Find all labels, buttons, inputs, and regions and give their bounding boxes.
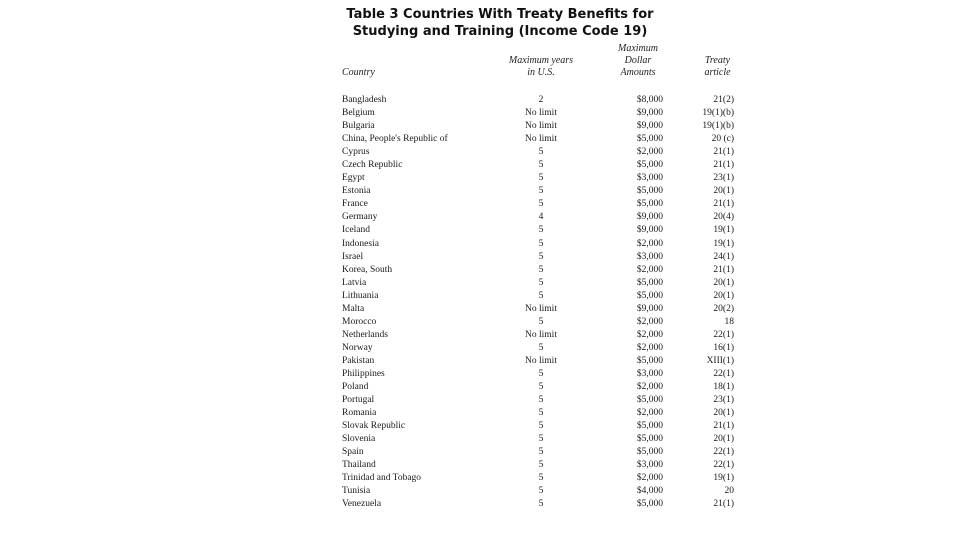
column-header-max-dollar-line-2: Dollar	[624, 55, 652, 66]
table-row	[0, 277, 960, 290]
cell-max-years: 5	[538, 147, 544, 158]
cell-treaty-article: 19(1)	[713, 238, 734, 249]
cell-country: Norway	[342, 342, 373, 353]
cell-treaty-article: 21(1)	[713, 147, 734, 158]
table-row	[0, 342, 960, 355]
table-row	[0, 394, 960, 407]
cell-max-dollar: $9,000	[636, 303, 663, 314]
table-row	[0, 185, 960, 198]
cell-country: China, People's Republic of	[342, 134, 448, 145]
cell-max-years: 5	[538, 434, 544, 445]
cell-max-dollar: $9,000	[636, 225, 663, 236]
cell-country: Poland	[342, 382, 369, 393]
cell-max-dollar: $2,000	[636, 316, 663, 327]
cell-country: Korea, South	[342, 264, 393, 275]
cell-max-years: 5	[538, 382, 544, 393]
cell-max-dollar: $3,000	[636, 460, 663, 471]
cell-treaty-article: 24(1)	[713, 251, 734, 262]
cell-max-years: 5	[538, 486, 544, 497]
column-header-max-dollar-line-3: Amounts	[620, 67, 656, 78]
table-row	[0, 459, 960, 472]
cell-country: Israel	[342, 251, 364, 262]
table-row	[0, 107, 960, 120]
cell-max-years: 5	[538, 460, 544, 471]
cell-max-dollar: $4,000	[636, 486, 663, 497]
cell-max-years: No limit	[525, 355, 557, 366]
cell-country: Spain	[342, 447, 364, 458]
cell-treaty-article: 20(1)	[713, 186, 734, 197]
table-row	[0, 120, 960, 133]
cell-max-dollar: $2,000	[636, 147, 663, 158]
cell-max-years: 5	[538, 473, 544, 484]
table-row	[0, 224, 960, 237]
cell-country: Bulgaria	[342, 121, 375, 132]
table-row	[0, 290, 960, 303]
cell-max-years: 5	[538, 408, 544, 419]
cell-country: Netherlands	[342, 329, 388, 340]
column-header-max-years-line-2: in U.S.	[527, 67, 555, 78]
cell-max-years: 5	[538, 342, 544, 353]
cell-country: Philippines	[342, 368, 385, 379]
cell-country: France	[342, 199, 368, 210]
table-title-line-1: Table 3 Countries With Treaty Benefits for	[346, 7, 654, 22]
column-header-max-years	[495, 55, 587, 79]
table-row	[0, 433, 960, 446]
cell-country: Bangladesh	[342, 95, 387, 105]
table-row	[0, 251, 960, 264]
cell-max-dollar: $9,000	[636, 212, 663, 223]
cell-max-dollar: $5,000	[636, 447, 663, 458]
cell-max-dollar: $5,000	[636, 355, 663, 366]
cell-max-years: No limit	[525, 108, 557, 119]
cell-treaty-article: 21(2)	[713, 95, 734, 105]
table-row	[0, 146, 960, 159]
cell-max-years: 5	[538, 421, 544, 432]
cell-country: Slovak Republic	[342, 421, 406, 432]
cell-treaty-article: 21(1)	[713, 160, 734, 171]
cell-max-dollar: $9,000	[636, 121, 663, 132]
cell-max-years: 5	[538, 499, 544, 510]
cell-country: Iceland	[342, 225, 370, 236]
cell-treaty-article: 19(1)(b)	[702, 121, 734, 132]
cell-country: Indonesia	[342, 238, 379, 249]
cell-max-dollar: $5,000	[636, 434, 663, 445]
cell-country: Slovenia	[342, 434, 376, 445]
cell-country: Tunisia	[342, 486, 371, 497]
column-header-country: Country	[342, 67, 375, 78]
cell-treaty-article: 21(1)	[713, 199, 734, 210]
cell-treaty-article: 19(1)	[713, 473, 734, 484]
table-row	[0, 472, 960, 485]
cell-max-dollar: $5,000	[636, 199, 663, 210]
table-row	[0, 368, 960, 381]
cell-country: Cyprus	[342, 147, 370, 158]
cell-treaty-article: 18(1)	[713, 382, 734, 393]
cell-country: Czech Republic	[342, 160, 403, 171]
column-header-max-dollar-line-1: Maximum	[618, 43, 658, 54]
cell-treaty-article: 22(1)	[713, 460, 734, 471]
table-row	[0, 407, 960, 420]
cell-treaty-article: 18	[724, 316, 734, 327]
cell-max-years: No limit	[525, 134, 557, 145]
cell-treaty-article: 20(1)	[713, 290, 734, 301]
table-row	[0, 159, 960, 172]
cell-max-years: 2	[538, 95, 544, 105]
cell-max-dollar: $5,000	[636, 421, 663, 432]
cell-treaty-article: 21(1)	[713, 421, 734, 432]
table-row	[0, 329, 960, 342]
cell-country: Lithuania	[342, 290, 379, 301]
cell-treaty-article: 20 (c)	[711, 134, 734, 145]
cell-max-years: No limit	[525, 303, 557, 314]
table-row	[0, 94, 960, 107]
cell-max-dollar: $9,000	[636, 108, 663, 119]
table-row	[0, 355, 960, 368]
cell-country: Belgium	[342, 108, 375, 119]
cell-treaty-article: 21(1)	[713, 499, 734, 510]
cell-max-years: 5	[538, 316, 544, 327]
cell-max-years: No limit	[525, 121, 557, 132]
cell-max-years: 5	[538, 199, 544, 210]
cell-max-dollar: $5,000	[636, 160, 663, 171]
table-row	[0, 316, 960, 329]
table-row	[0, 420, 960, 433]
cell-treaty-article: 23(1)	[713, 395, 734, 406]
cell-max-years: 5	[538, 368, 544, 379]
cell-country: Malta	[342, 303, 365, 314]
cell-treaty-article: 20(4)	[713, 212, 734, 223]
cell-max-dollar: $3,000	[636, 251, 663, 262]
column-header-treaty-article	[690, 55, 745, 79]
cell-country: Egypt	[342, 173, 365, 184]
cell-max-years: 5	[538, 225, 544, 236]
cell-max-dollar: $2,000	[636, 408, 663, 419]
column-header-max-dollar	[603, 43, 673, 79]
cell-max-dollar: $2,000	[636, 382, 663, 393]
cell-max-years: 5	[538, 447, 544, 458]
column-header-treaty-article-line-2: article	[704, 67, 731, 78]
cell-treaty-article: 16(1)	[713, 342, 734, 353]
cell-treaty-article: 20(1)	[713, 434, 734, 445]
cell-max-dollar: $2,000	[636, 329, 663, 340]
cell-max-dollar: $2,000	[636, 473, 663, 484]
cell-treaty-article: 22(1)	[713, 447, 734, 458]
cell-max-years: 5	[538, 173, 544, 184]
cell-treaty-article: 20	[724, 486, 734, 497]
treaty-table-body	[0, 94, 960, 512]
cell-country: Estonia	[342, 186, 371, 197]
cell-max-dollar: $5,000	[636, 277, 663, 288]
column-header-treaty-article-line-1: Treaty	[704, 55, 731, 66]
cell-max-years: 5	[538, 264, 544, 275]
column-header-max-years-line-1: Maximum years	[508, 55, 574, 66]
table-row	[0, 238, 960, 251]
cell-max-years: 5	[538, 186, 544, 197]
cell-treaty-article: 20(1)	[713, 408, 734, 419]
cell-country: Pakistan	[342, 355, 375, 366]
cell-treaty-article: 19(1)	[713, 225, 734, 236]
cell-treaty-article: 22(1)	[713, 329, 734, 340]
table-title	[300, 6, 700, 40]
table-row	[0, 303, 960, 316]
table-row	[0, 498, 960, 511]
cell-country: Romania	[342, 408, 377, 419]
table-row	[0, 211, 960, 224]
table-row	[0, 172, 960, 185]
cell-max-dollar: $5,000	[636, 134, 663, 145]
cell-max-dollar: $3,000	[636, 368, 663, 379]
cell-max-years: No limit	[525, 329, 557, 340]
cell-treaty-article: 20(1)	[713, 277, 734, 288]
table-row	[0, 133, 960, 146]
cell-max-years: 5	[538, 395, 544, 406]
cell-max-dollar: $5,000	[636, 186, 663, 197]
cell-max-years: 5	[538, 160, 544, 171]
cell-max-dollar: $2,000	[636, 238, 663, 249]
cell-max-dollar: $5,000	[636, 395, 663, 406]
cell-country: Portugal	[342, 395, 375, 406]
table-row	[0, 381, 960, 394]
cell-country: Morocco	[342, 316, 377, 327]
cell-max-dollar: $5,000	[636, 290, 663, 301]
cell-country: Thailand	[342, 460, 376, 471]
cell-treaty-article: 23(1)	[713, 173, 734, 184]
cell-max-years: 5	[538, 277, 544, 288]
cell-country: Latvia	[342, 277, 367, 288]
table-title-line-2: Studying and Training (Income Code 19)	[352, 24, 648, 39]
cell-treaty-article: XIII(1)	[706, 355, 734, 366]
cell-max-dollar: $2,000	[636, 264, 663, 275]
cell-treaty-article: 21(1)	[713, 264, 734, 275]
table-row	[0, 264, 960, 277]
table-row	[0, 485, 960, 498]
cell-max-dollar: $3,000	[636, 173, 663, 184]
cell-max-dollar: $2,000	[636, 342, 663, 353]
cell-max-years: 5	[538, 238, 544, 249]
cell-max-years: 5	[538, 251, 544, 262]
table-row	[0, 446, 960, 459]
cell-country: Trinidad and Tobago	[342, 473, 422, 484]
cell-max-dollar: $5,000	[636, 499, 663, 510]
cell-treaty-article: 22(1)	[713, 368, 734, 379]
cell-treaty-article: 20(2)	[713, 303, 734, 314]
cell-treaty-article: 19(1)(b)	[702, 108, 734, 119]
cell-country: Venezuela	[342, 499, 382, 510]
cell-country: Germany	[342, 212, 378, 223]
cell-max-years: 4	[538, 212, 544, 223]
table-row	[0, 198, 960, 211]
cell-max-dollar: $8,000	[636, 95, 663, 105]
cell-max-years: 5	[538, 290, 544, 301]
